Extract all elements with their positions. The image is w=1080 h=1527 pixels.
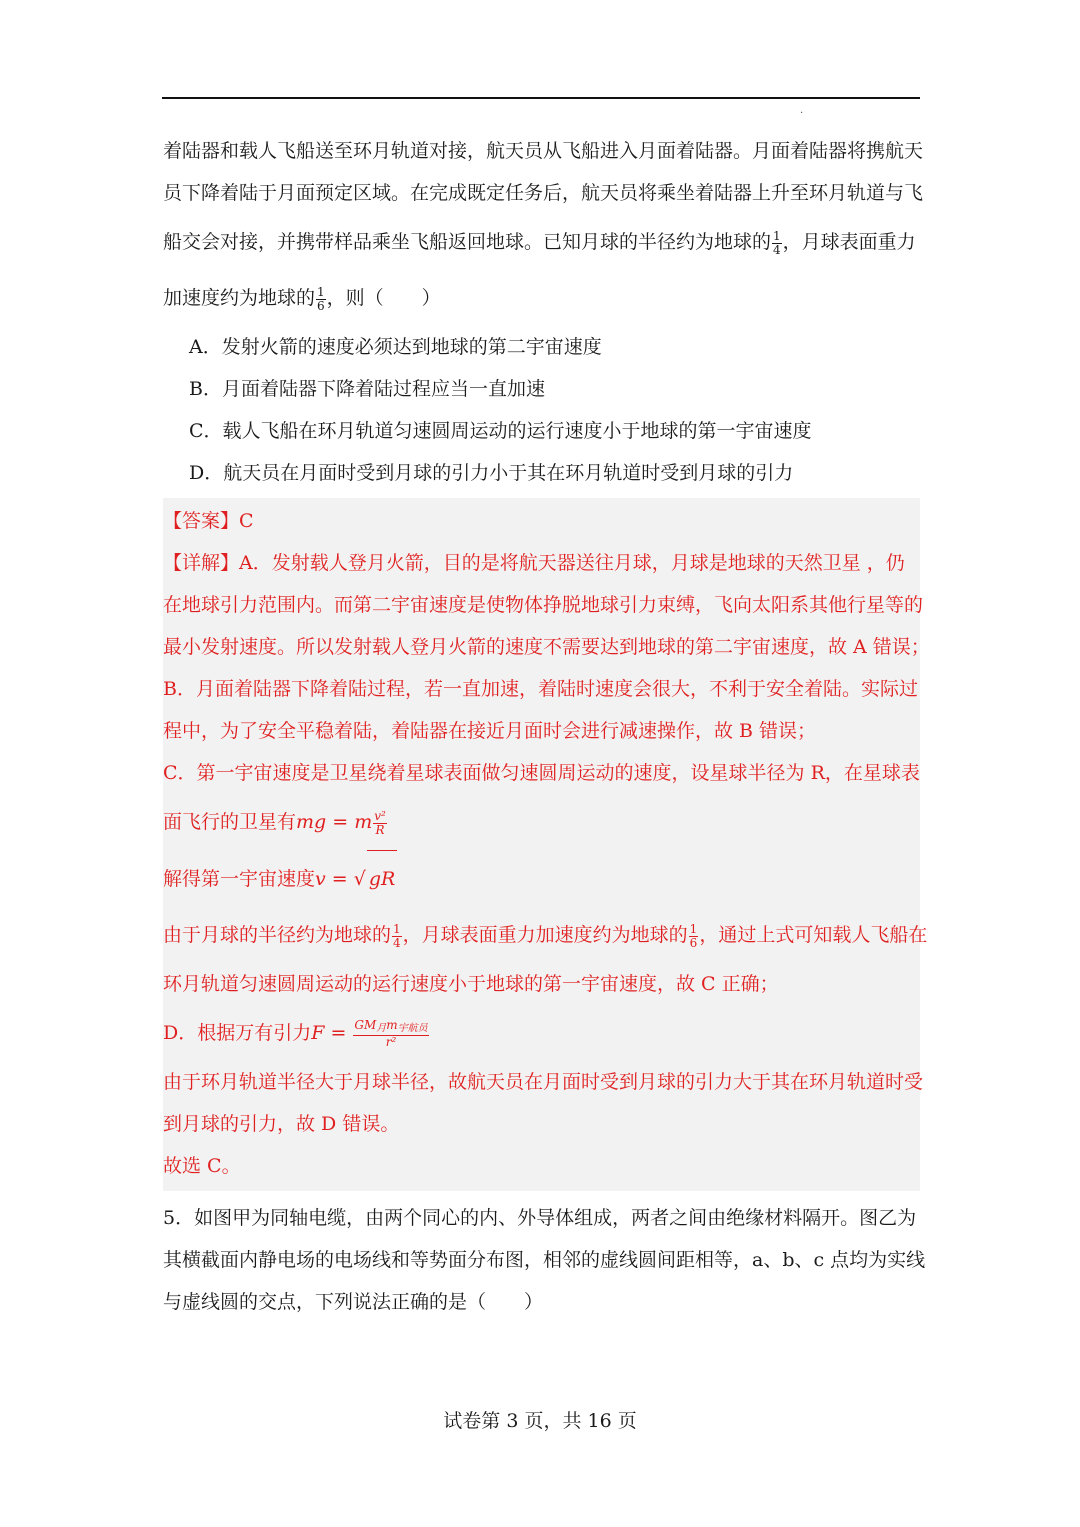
fraction-v2-over-r xyxy=(373,810,387,837)
option-d: D．航天员在月面时受到月球的引力小于其在环月轨道时受到月球的引力 xyxy=(189,462,794,484)
page-content xyxy=(163,130,930,1323)
grav-gm: GM xyxy=(354,1018,377,1032)
detail-line-1 xyxy=(163,542,920,584)
fraction-num: 1 xyxy=(773,228,781,243)
question-5-line-2: 其横截面内静电场的电场线和等势面分布图，相邻的虚线圆间距相等，a、b、c 点均为实线 xyxy=(163,1249,926,1271)
detail-line-13: 到月球的引力，故 D 错误。 xyxy=(163,1113,400,1135)
detail-line-14: 故选 C。 xyxy=(163,1155,241,1177)
option-c: C．载人飞船在环月轨道匀速圆周运动的运行速度小于地球的第一宇宙速度 xyxy=(189,420,812,442)
formula-v: v = xyxy=(315,868,354,890)
fraction-den: r² xyxy=(385,1035,397,1049)
fraction-num: 1 xyxy=(317,284,325,299)
detail-line-9 xyxy=(163,907,928,963)
fraction-den: 4 xyxy=(773,242,781,257)
question-line-4-text-a: 加速度约为地球的 xyxy=(163,287,316,309)
question-5-line-3: 与虚线圆的交点，下列说法正确的是（ ） xyxy=(163,1291,544,1313)
detail-text-9b: ，月球表面重力加速度约为地球的 xyxy=(402,924,688,946)
grav-sub-astro: 宇航员 xyxy=(397,1023,428,1034)
detail-line-2: 在地球引力范围内。而第二宇宙速度是使物体挣脱地球引力束缚，飞向太阳系其他行星等的 xyxy=(163,594,924,616)
fraction-den: 4 xyxy=(393,935,401,950)
header-rule xyxy=(162,97,920,99)
detail-line-8: 解得第一宇宙速度v = √ gR xyxy=(163,850,920,907)
formula-mg: mg = m xyxy=(296,811,373,833)
fraction-sixth-2 xyxy=(689,923,699,950)
fraction-num: 1 xyxy=(393,921,401,936)
fraction-num: 1 xyxy=(689,921,698,936)
fraction-den: R xyxy=(375,822,385,837)
answer-value: C xyxy=(239,510,254,532)
fraction-gravity xyxy=(353,1019,428,1049)
question-5-line-1: 5．如图甲为同轴电缆，由两个同心的内、外导体组成，两者之间由绝缘材料隔开。图乙为 xyxy=(163,1207,917,1229)
detail-line-12: 由于环月轨道半径大于月球半径，故航天员在月面时受到月球的引力大于其在环月轨道时受 xyxy=(163,1071,924,1093)
detail-line-10: 环月轨道匀速圆周运动的运行速度小于地球的第一宇宙速度，故 C 正确； xyxy=(163,973,779,995)
option-b: B．月面着陆器下降着陆过程应当一直加速 xyxy=(189,378,545,400)
detail-label: 【详解】 xyxy=(163,552,240,574)
detail-line-7 xyxy=(163,794,920,850)
fraction-sixth xyxy=(316,286,326,313)
detail-text-7: 面飞行的卫星有 xyxy=(163,811,297,833)
detail-text-11: D．根据万有引力 xyxy=(163,1022,312,1044)
option-a: A．发射火箭的速度必须达到地球的第二宇宙速度 xyxy=(189,336,602,358)
grav-sub-moon: 月 xyxy=(376,1023,387,1034)
detail-text-8: 解得第一宇宙速度 xyxy=(163,868,316,890)
question-line-4-text-b: ，则（ ） xyxy=(326,287,441,309)
fraction-den: 6 xyxy=(689,935,698,950)
fraction-quarter-2 xyxy=(392,923,402,950)
detail-text-9a: 由于月球的半径约为地球的 xyxy=(163,924,392,946)
fraction-num xyxy=(353,1019,428,1036)
answer-line xyxy=(163,500,920,542)
sqrt-gr: gR xyxy=(367,850,397,907)
detail-line-11 xyxy=(163,1005,920,1061)
detail-line-5: 程中，为了安全平稳着陆，着陆器在接近月面时会进行减速操作，故 B 错误； xyxy=(163,720,817,742)
fraction-num: v² xyxy=(374,808,386,823)
answer-label: 【答案】 xyxy=(163,510,240,532)
page-footer: 试卷第 3 页，共 16 页 xyxy=(443,1410,637,1432)
question-line-3-text-a: 船交会对接，并携带样品乘坐飞船返回地球。已知月球的半径约为地球的 xyxy=(163,231,772,253)
question-line-3-text-b: ，月球表面重力 xyxy=(782,231,916,253)
answer-box xyxy=(163,498,930,1191)
fraction-den: 6 xyxy=(317,298,325,313)
grav-m: m xyxy=(386,1018,398,1032)
question-line-3 xyxy=(163,214,920,270)
question-line-1: 着陆器和载人飞船送至环月轨道对接，航天员从飞船进入月面着陆器。月面着陆器将携航天 xyxy=(163,140,924,162)
header-dot: · xyxy=(800,108,804,119)
question-line-2: 员下降着陆于月面预定区域。在完成既定任务后，航天员将乘坐着陆器上升至环月轨道与飞 xyxy=(163,182,924,204)
detail-line-6: C．第一宇宙速度是卫星绕着星球表面做匀速圆周运动的速度，设星球半径为 R，在星球表 xyxy=(163,762,920,784)
question-line-4 xyxy=(163,270,920,326)
detail-text-1: A．发射载人登月火箭，目的是将航天器送往月球，月球是地球的天然卫星 ，仍 xyxy=(239,552,905,574)
question-5 xyxy=(163,1197,926,1323)
detail-text-9c: ，通过上式可知载人飞船在 xyxy=(699,924,928,946)
detail-line-4: B．月面着陆器下降着陆过程，若一直加速，着陆时速度会很大，不利于安全着陆。实际过 xyxy=(163,678,918,700)
fraction-quarter xyxy=(772,230,782,257)
formula-f: F = xyxy=(311,1022,353,1044)
detail-line-3: 最小发射速度。所以发射载人登月火箭的速度不需要达到地球的第二宇宙速度，故 A 错误； xyxy=(163,636,930,658)
